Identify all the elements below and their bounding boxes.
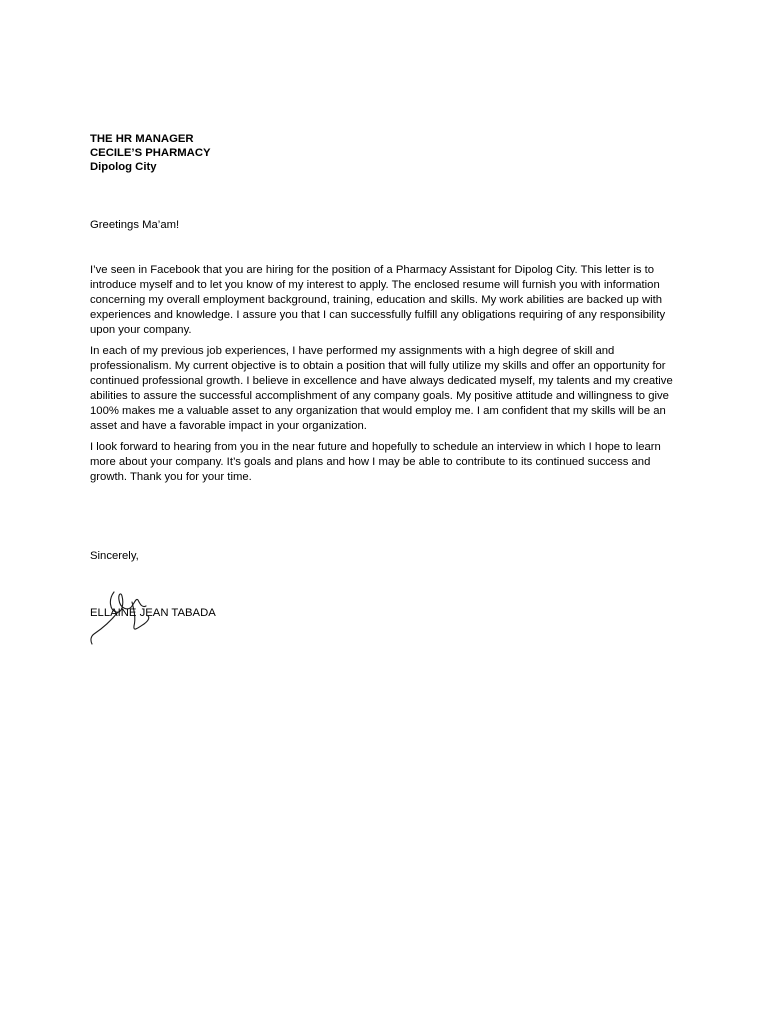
recipient-address bbox=[90, 132, 680, 174]
body-paragraph-3: I look forward to hearing from you in the near future and hopefully to schedule an interview in which I hope to learn more about your company. It’s goals and plans and how I may be able to contribute to its continued success and growth. Thank you for your time. bbox=[90, 441, 661, 483]
body-paragraph-2: In each of my previous job experiences, I have performed my assignments with a high degree of skill and professionalism. My current objective is to obtain a position that will fully utilize my skills and offer an opportunity for continued professional growth. I believe in excellence and have always dedicated myself, my talents and my creative abilities to assure the successful accomplishment of any company goals. My positive attitude and willingness to give 100% makes me a valuable asset to any organization that would employ me. I am confident that my skills will be an asset and have a favorable impact in your organization. bbox=[90, 345, 673, 432]
cover-letter bbox=[90, 132, 680, 630]
recipient-title: THE HR MANAGER bbox=[90, 133, 194, 145]
signer-name: ELLAINE JEAN TABADA bbox=[90, 607, 216, 619]
recipient-city: Dipolog City bbox=[90, 161, 157, 173]
salutation: Greetings Ma’am! bbox=[90, 219, 180, 231]
signature-block bbox=[90, 590, 680, 630]
recipient-company: CECILE’S PHARMACY bbox=[90, 147, 211, 159]
body-paragraph-1: I’ve seen in Facebook that you are hiring for the position of a Pharmacy Assistant for Dipolog City. This letter is to introduce myself and to let you know of my interest to apply. The enclosed resume will furnish you with information concerning my overall employment background, training, education and skills. My work abilities are backed up with experiences and knowledge. I assure you that I can successfully fulfill any obligations requiring of any responsibility upon your company. bbox=[90, 264, 666, 336]
closing: Sincerely, bbox=[90, 550, 139, 562]
